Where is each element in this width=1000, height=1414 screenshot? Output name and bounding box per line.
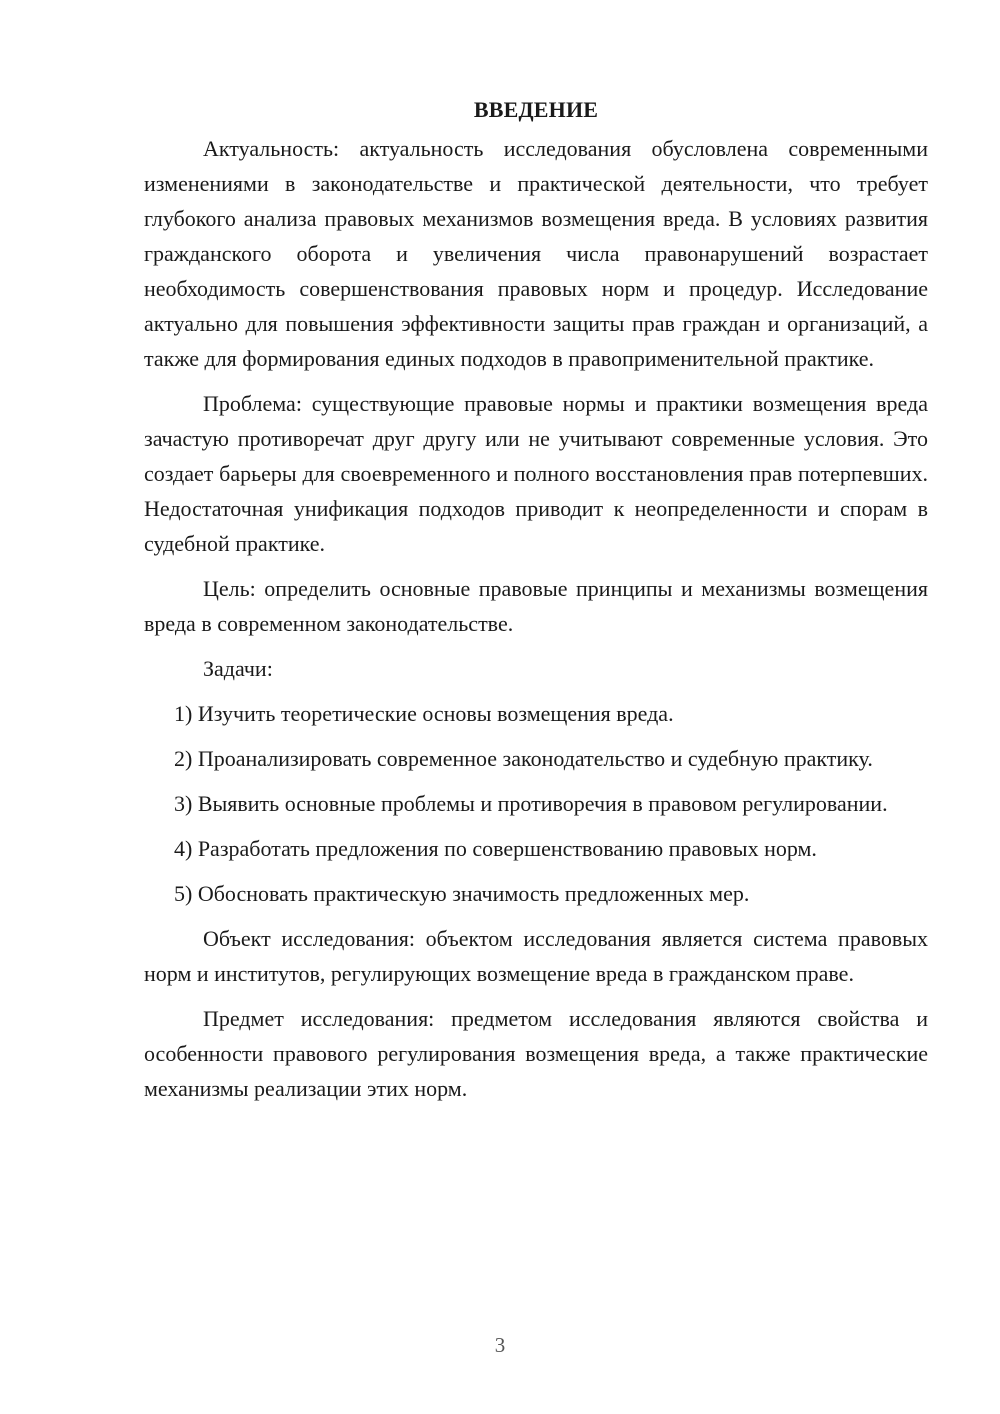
paragraph-goal: Цель: определить основные правовые принципы и механизмы возмещения вреда в современном законодательстве. <box>144 576 928 636</box>
paragraph-object: Объект исследования: объектом исследования является система правовых норм и институтов, регулирующих возмещение вреда в гражданском праве. <box>144 926 928 986</box>
task-item-5: 5) Обосновать практическую значимость предложенных мер. <box>174 881 750 906</box>
document-page <box>144 92 928 1116</box>
task-item-2: 2) Проанализировать современное законодательство и судебную практику. <box>174 746 873 771</box>
page-number: 3 <box>494 1333 506 1357</box>
tasks-heading: Задачи: <box>203 656 273 681</box>
paragraph-problem: Проблема: существующие правовые нормы и практики возмещения вреда зачастую противоречат друг другу или не учитывают современные условия. Это создает барьеры для своевременного и полного восстановления прав потерпевших. Недостаточная унификация подходов приводит к неопределенности и спорам в судебной практике. <box>144 391 928 556</box>
page-title: ВВЕДЕНИЕ <box>473 97 599 122</box>
paragraph-subject: Предмет исследования: предметом исследования являются свойства и особенности правового регулирования возмещения вреда, а также практические механизмы реализации этих норм. <box>144 1006 928 1101</box>
task-item-1: 1) Изучить теоретические основы возмещения вреда. <box>174 701 674 726</box>
task-item-3: 3) Выявить основные проблемы и противоречия в правовом регулировании. <box>174 791 888 816</box>
task-item-4: 4) Разработать предложения по совершенствованию правовых норм. <box>174 836 817 861</box>
paragraph-relevance: Актуальность: актуальность исследования обусловлена современными изменениями в законодательстве и практической деятельности, что требует глубокого анализа правовых механизмов возмещения вреда. В условиях развития гражданского оборота и увеличения числа правонарушений возрастает необходимость совершенствования правовых норм и процедур. Исследование актуально для повышения эффективности защиты прав граждан и организаций, а также для формирования единых подходов в правоприменительной практике. <box>144 136 928 371</box>
